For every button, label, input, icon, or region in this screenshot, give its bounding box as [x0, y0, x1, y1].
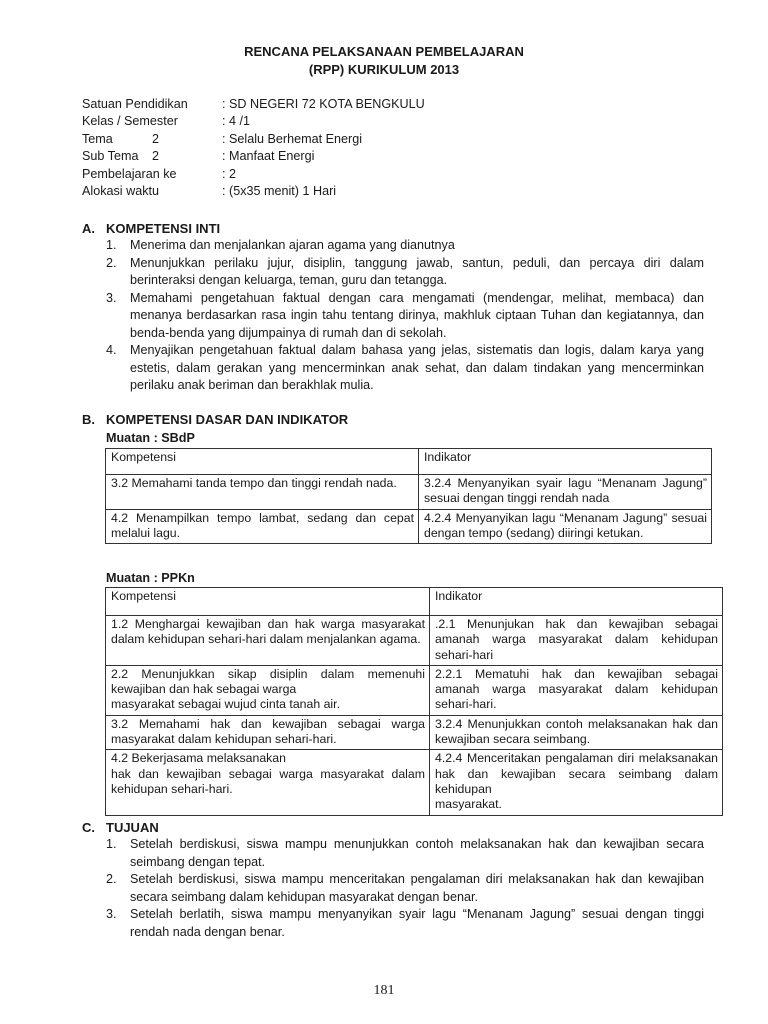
table-header-cell: Kompetensi	[106, 449, 419, 475]
section-b-heading	[82, 412, 348, 427]
table-cell: 4.2.4 Menceritakan pengalaman diri melaksanakan hak dan kewajiban secara seimbang dalam kehidupan masyarakat.	[430, 750, 723, 815]
table-cell: 1.2 Menghargai kewajiban dan hak warga masyarakat dalam kehidupan sehari-hari dalam menjalankan agama.	[106, 616, 430, 666]
table-header-row	[106, 588, 723, 616]
list-item-text: Setelah berlatih, siswa mampu menyanyikan syair lagu “Menanam Jagung” sesuai dengan tinggi rendah nada dengan benar.	[130, 907, 704, 939]
identity-label: Satuan Pendidikan	[82, 97, 188, 111]
identity-number: 2	[152, 131, 160, 146]
section-letter: A.	[82, 221, 95, 236]
identity-value: : 4 /1	[222, 114, 251, 129]
list-item: 4. Menyajikan pengetahuan faktual dalam bahasa yang jelas, sistematis dan logis, dalam karya yang estetis, dalam gerakan yang mencerminkan anak sehat, dan dalam tindakan yang mencerminkan perilaku anak beriman dan berakhlak mulia.	[106, 343, 704, 392]
table-row	[106, 475, 712, 510]
identity-number: 2	[152, 149, 160, 164]
table-row	[106, 750, 723, 815]
list-item: 2. Setelah berdiskusi, siswa mampu menceritakan pengalaman diri melaksanakan hak dan kewajiban secara seimbang dalam kehidupan masyarakat dengan benar.	[106, 872, 704, 904]
kompetensi-inti-list	[106, 237, 704, 395]
section-letter: C.	[82, 820, 95, 835]
identity-value: : Manfaat Energi	[222, 149, 315, 164]
table-cell: 2.2.1 Mematuhi hak dan kewajiban sebagai amanah warga masyarakat dalam kehidupan sehari-hari.	[430, 665, 723, 715]
table-cell: 2.2 Menunjukkan sikap disiplin dalam memenuhi kewajiban dan hak sebagai warga masyarakat sebagai wujud cinta tanah air.	[106, 665, 430, 715]
table-header-row	[106, 449, 712, 475]
table-row	[106, 616, 723, 666]
page-number: 181	[373, 983, 395, 998]
list-item-text: Menyajikan pengetahuan faktual dalam bahasa yang jelas, sistematis dan logis, dalam karya yang estetis, dalam gerakan yang mencerminkan anak sehat, dan dalam tindakan yang mencerminkan perilaku anak beriman dan berakhlak mulia.	[130, 343, 704, 392]
section-a-heading	[82, 221, 220, 236]
table-cell: 3.2 Memahami tanda tempo dan tinggi rendah nada.	[106, 475, 419, 510]
identity-label: Sub Tema	[82, 149, 139, 164]
list-item-text: Menerima dan menjalankan ajaran agama yang dianutnya	[130, 238, 455, 252]
section-c-heading	[82, 820, 159, 835]
list-item-text: Memahami pengetahuan faktual dengan cara mengamati (mendengar, melihat, membaca) dan menanya berdasarkan rasa ingin tahu tentang dirinya, makhluk ciptaan Tuhan dan kegiatannya, dan benda-benda yang dijumpainya di rumah dan di sekolah.	[130, 290, 704, 340]
table-cell: .2.1 Menunjukan hak dan kewajiban sebagai amanah warga masyarakat dalam kehidupan sehari-hari	[430, 616, 723, 666]
sbdp-table	[105, 448, 712, 544]
table-cell: 4.2 Bekerjasama melaksanakan hak dan kewajiban sebagai warga masyarakat dalam kehidupan sehari-hari.	[106, 750, 430, 815]
table-cell: 3.2.4 Menyanyikan syair lagu “Menanam Jagung” sesuai dengan tinggi rendah nada	[419, 475, 712, 510]
list-item: 3. Setelah berlatih, siswa mampu menyanyikan syair lagu “Menanam Jagung” sesuai dengan tinggi rendah nada dengan benar.	[106, 907, 704, 939]
table-cell: 3.2.4 Menunjukkan contoh melaksanakan hak dan kewajiban secara seimbang.	[430, 715, 723, 750]
doc-title-line-1: RENCANA PELAKSANAAN PEMBELAJARAN	[244, 44, 524, 59]
table-cell: 4.2.4 Menyanyikan lagu “Menanam Jagung” sesuai dengan tempo (sedang) diiringi ketukan.	[419, 509, 712, 544]
list-item-text: Menunjukkan perilaku jujur, disiplin, tanggung jawab, santun, peduli, dan percaya diri dalam berinteraksi dengan keluarga, teman, guru dan tetangga.	[130, 255, 704, 287]
doc-title-line-2: (RPP) KURIKULUM 2013	[308, 62, 460, 77]
table-header-cell: Indikator	[430, 588, 723, 616]
ppkn-table	[105, 587, 723, 816]
table-cell: 3.2 Memahami hak dan kewajiban sebagai warga masyarakat dalam kehidupan sehari-hari.	[106, 715, 430, 750]
table-header-cell: Indikator	[419, 449, 712, 475]
table-row	[106, 665, 723, 715]
identity-value: : Selalu Berhemat Energi	[222, 131, 363, 146]
list-item-text: Setelah berdiskusi, siswa mampu menunjukkan contoh melaksanakan hak dan kewajiban secara seimbang dengan tepat.	[130, 837, 704, 869]
section-title: KOMPETENSI INTI	[106, 221, 221, 236]
list-item: 3. Memahami pengetahuan faktual dengan cara mengamati (mendengar, melihat, membaca) dan menanya berdasarkan rasa ingin tahu tentang dirinya, makhluk ciptaan Tuhan dan kegiatannya, dan benda-benda yang dijumpainya di rumah dan di sekolah.	[106, 290, 704, 340]
table-cell: 4.2 Menampilkan tempo lambat, sedang dan cepat melalui lagu.	[106, 509, 419, 544]
list-item: 1. Menerima dan menjalankan ajaran agama yang dianutnya	[106, 238, 455, 252]
identity-value: : 2	[222, 166, 237, 181]
identity-label: Kelas / Semester	[82, 114, 178, 129]
table-row	[106, 715, 723, 750]
identity-label: Tema	[82, 131, 113, 146]
identity-label: Pembelajaran ke	[82, 166, 177, 181]
section-title: TUJUAN	[106, 820, 159, 835]
list-item-text: Setelah berdiskusi, siswa mampu menceritakan pengalaman diri melaksanakan hak dan kewajiban secara seimbang dalam kehidupan masyarakat dengan benar.	[130, 872, 704, 904]
list-item: 1. Setelah berdiskusi, siswa mampu menunjukkan contoh melaksanakan hak dan kewajiban secara seimbang dengan tepat.	[106, 837, 704, 869]
identity-label: Alokasi waktu	[82, 183, 159, 198]
identity-value: : SD NEGERI 72 KOTA BENGKULU	[222, 97, 425, 111]
table-header-cell: Kompetensi	[106, 588, 430, 616]
section-letter: B.	[82, 412, 95, 427]
identity-value: : (5x35 menit) 1 Hari	[222, 183, 337, 198]
muatan-ppkn-label: Muatan : PPKn	[106, 571, 195, 585]
tujuan-list	[106, 836, 704, 941]
list-item: 2. Menunjukkan perilaku jujur, disiplin, tanggung jawab, santun, peduli, dan percaya diri dalam berinteraksi dengan keluarga, teman, guru dan tetangga.	[106, 255, 704, 287]
muatan-sbdp-label: Muatan : SBdP	[106, 431, 195, 445]
table-row	[106, 509, 712, 544]
section-title: KOMPETENSI DASAR DAN INDIKATOR	[106, 412, 349, 427]
